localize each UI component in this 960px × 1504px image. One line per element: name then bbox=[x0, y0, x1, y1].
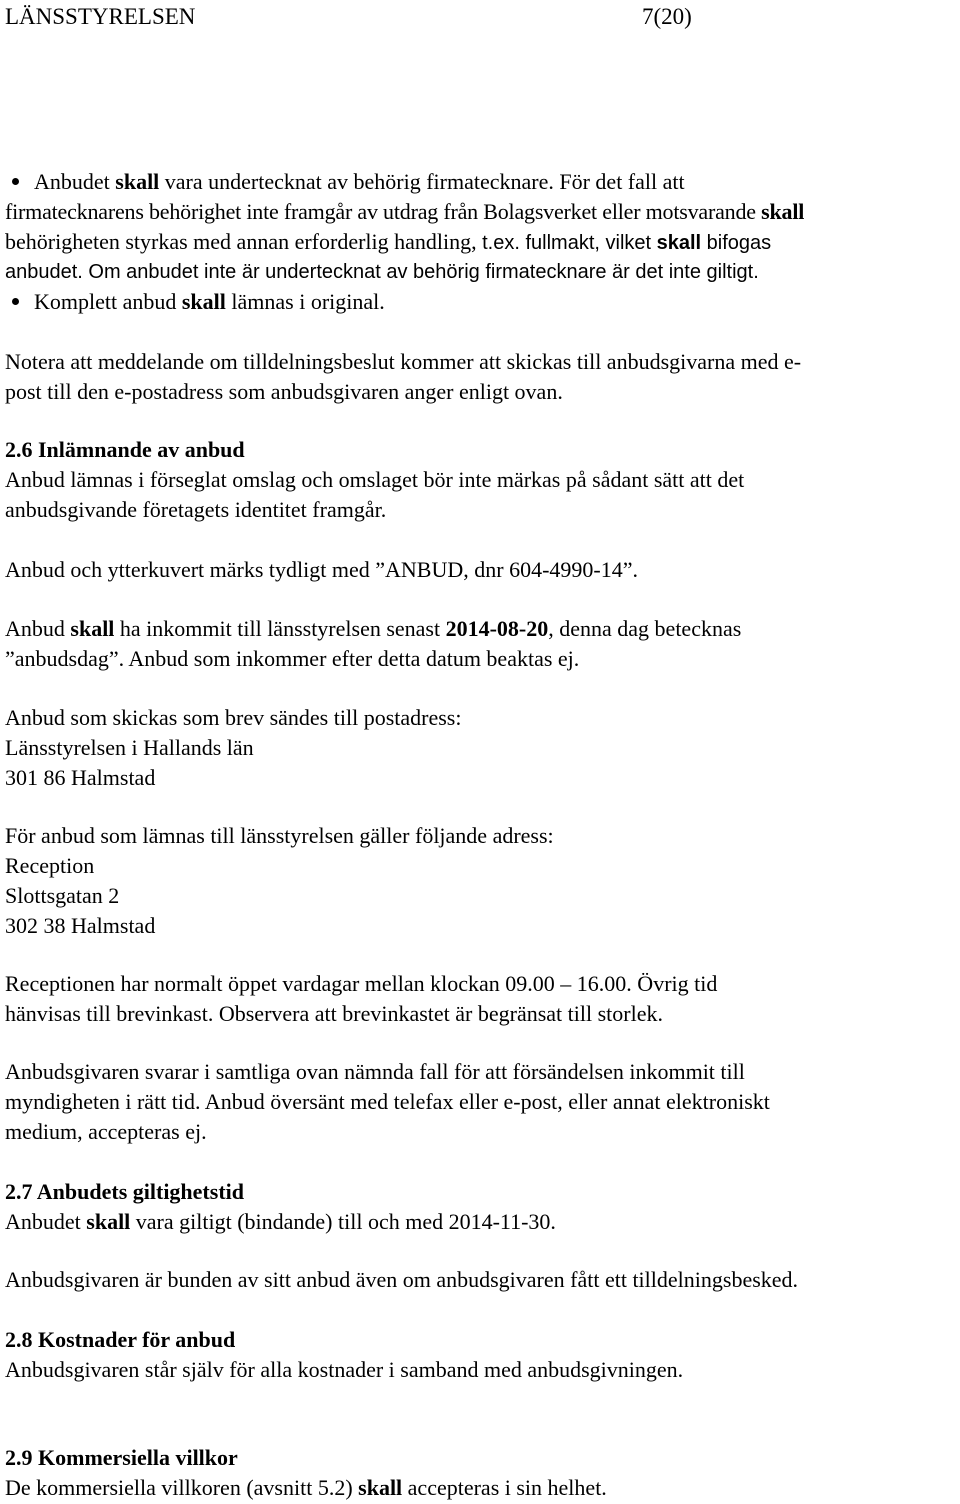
bullet-item-signature-line-2: firmatecknarens behörighet inte framgår av utdrag från Bolagsverket eller motsvarande skall bbox=[5, 199, 805, 224]
envelope-marking-paragraph: Anbud och ytterkuvert märks tydligt med ”ANBUD, dnr 604-4990-14”. bbox=[5, 557, 638, 582]
bullet-item-signature-line-4: anbudet. Om anbudet inte är undertecknat av behörig firmatecknare är det inte giltigt. bbox=[5, 261, 759, 283]
bullet-icon bbox=[12, 298, 19, 305]
section-2-9: 2.9 Kommersiella villkor De kommersiella villkoren (avsnitt 5.2) skall accepteras i sin helhet. bbox=[5, 1443, 957, 1503]
section-heading: 2.9 Kommersiella villkor bbox=[5, 1445, 238, 1470]
bullet-item-signature-line-3: behörigheten styrkas med annan erforderlig handling, t.ex. fullmakt, vilket skall bifogas bbox=[5, 229, 772, 254]
postal-address-block: Anbud som skickas som brev sändes till postadress: Länsstyrelsen i Hallands län 301 86 Halmstad bbox=[5, 705, 462, 790]
bullet-item-signature: Anbudet skall vara undertecknat av behörig firmatecknare. För det fall att bbox=[5, 167, 957, 197]
section-2-6: 2.6 Inlämnande av anbud Anbud lämnas i förseglat omslag och omslaget bör inte märkas på sådant sätt att det anbudsgivande företagets identitet framgår. bbox=[5, 435, 957, 525]
header-page-number: 7(20) bbox=[642, 4, 692, 29]
bullet-item-original: Komplett anbud skall lämnas i original. bbox=[5, 287, 957, 317]
section-2-7: 2.7 Anbudets giltighetstid Anbudet skall vara giltigt (bindande) till och med 2014-11-30. bbox=[5, 1177, 957, 1237]
section-2-8: 2.8 Kostnader för anbud Anbudsgivaren står själv för alla kostnader i samband med anbudsgivningen. bbox=[5, 1325, 957, 1385]
header-organization: LÄNSSTYRELSEN bbox=[5, 4, 196, 29]
binding-offer-paragraph: Anbudsgivaren är bunden av sitt anbud även om anbudsgivaren fått ett tilldelningsbesked. bbox=[5, 1267, 799, 1292]
opening-hours-paragraph: Receptionen har normalt öppet vardagar mellan klockan 09.00 – 16.00. Övrig tid hänvisas till brevinkast. Observera att brevinkastet är begränsat till storlek. bbox=[5, 971, 718, 1026]
section-heading: 2.8 Kostnader för anbud bbox=[5, 1327, 236, 1352]
section-heading: 2.7 Anbudets giltighetstid bbox=[5, 1179, 244, 1204]
deadline-paragraph: Anbud skall ha inkommit till länsstyrelsen senast 2014-08-20, denna dag betecknas ”anbudsdag”. Anbud som inkommer efter detta datum beaktas ej. bbox=[5, 616, 742, 671]
section-heading: 2.6 Inlämnande av anbud bbox=[5, 437, 245, 462]
responsibility-paragraph: Anbudsgivaren svarar i samtliga ovan nämnda fall för att försändelsen inkommit till myndigheten i rätt tid. Anbud översänt med telefax eller e-post, eller annat elektroniskt medium, accepteras ej. bbox=[5, 1059, 770, 1144]
notice-paragraph: Notera att meddelande om tilldelningsbeslut kommer att skickas till anbudsgivarna med e- post till den e-postadress som anbudsgivaren anger enligt ovan. bbox=[5, 349, 802, 404]
visiting-address-block: För anbud som lämnas till länsstyrelsen gäller följande adress: Reception Slottsgatan 2 302 38 Halmstad bbox=[5, 823, 554, 938]
requirements-bullet-list bbox=[5, 167, 957, 317]
bullet-icon bbox=[12, 178, 19, 185]
